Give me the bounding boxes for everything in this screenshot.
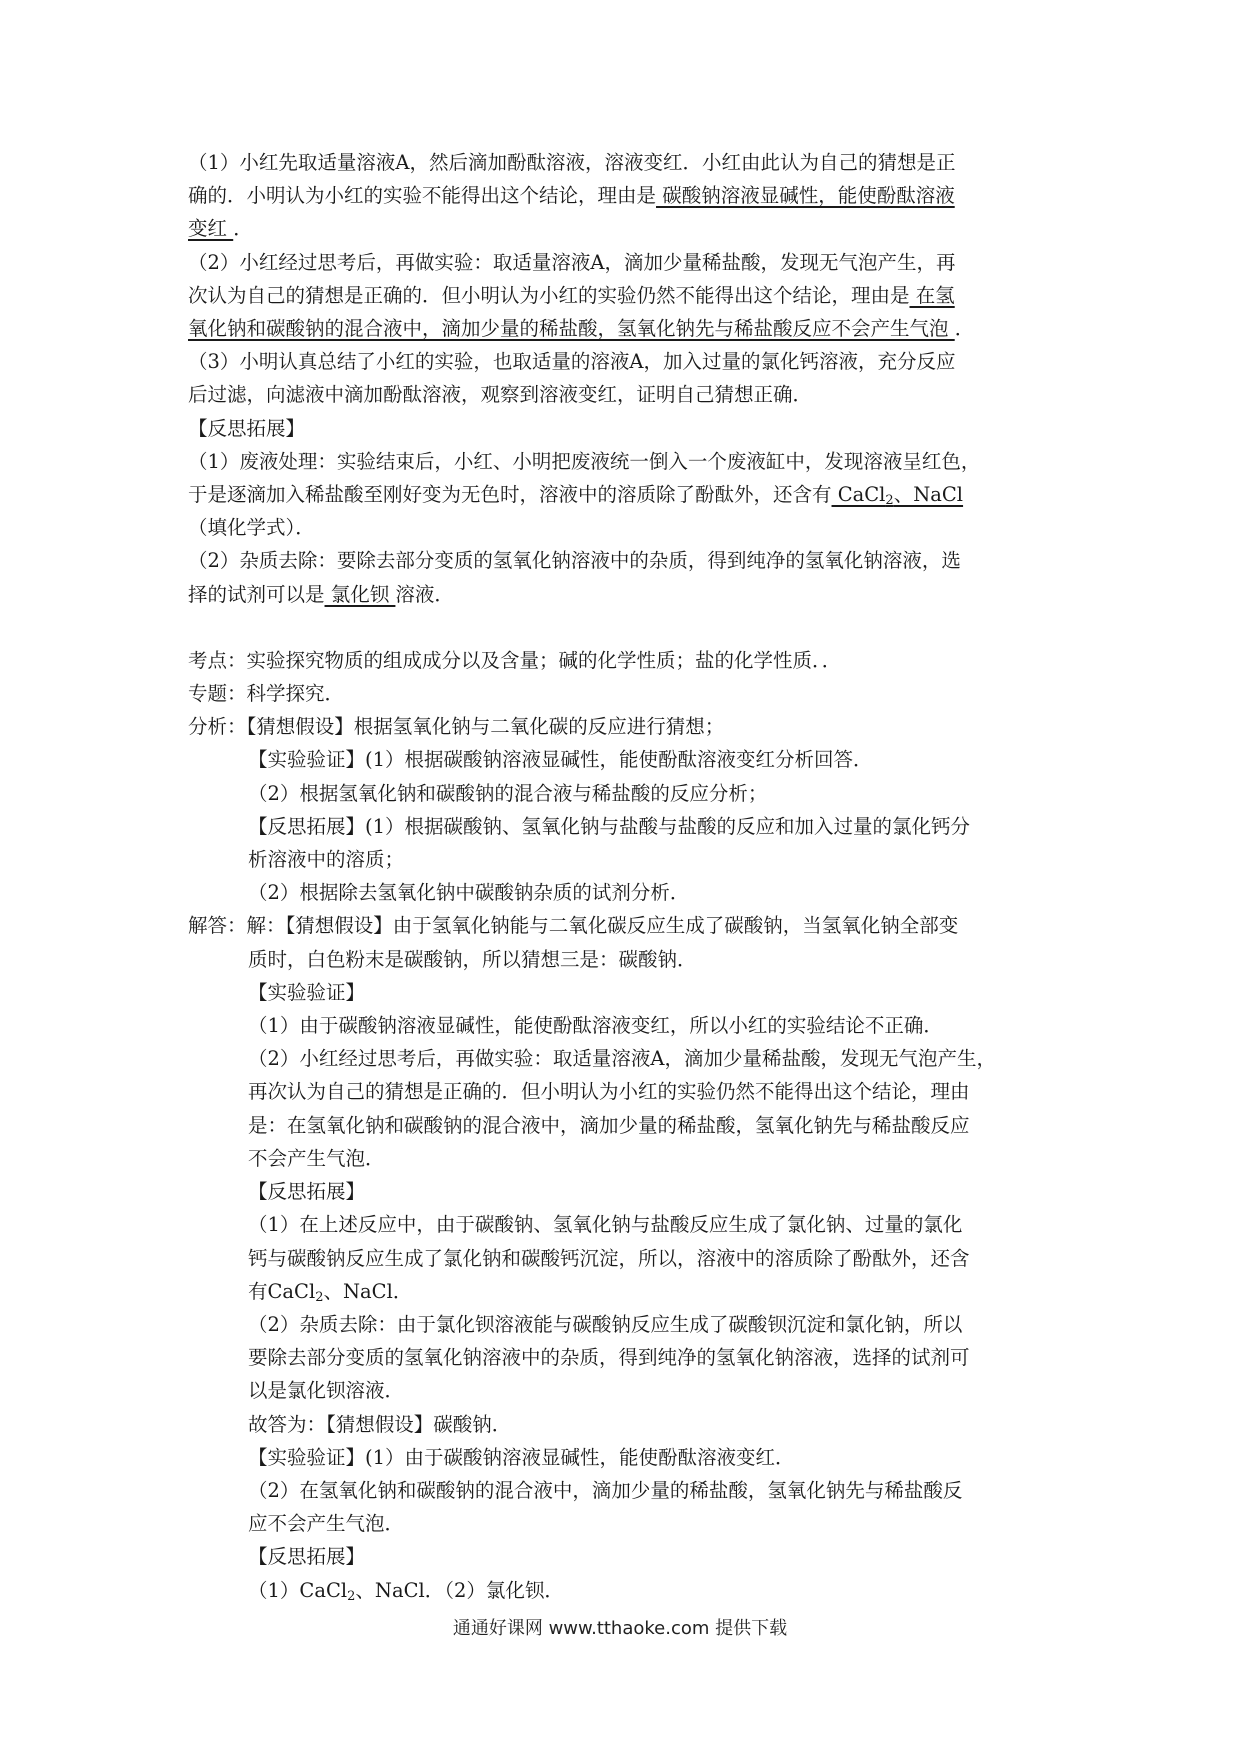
r1-answer-sub: 2 (885, 493, 894, 509)
document-body (188, 146, 1060, 1607)
jieda-line: 【反思拓展】 (248, 1180, 366, 1204)
fenxi-line: 【反思拓展】(1）根据碳酸钠、氢氧化钠与盐酸与盐酸的反应和加入过量的氯化钙分 (248, 814, 971, 838)
jieda-line: 再次认为自己的猜想是正确的．但小明认为小红的实验仍然不能得出这个结论，理由 (248, 1080, 970, 1104)
q1-end: ． (233, 217, 253, 241)
q2-line (188, 312, 1060, 345)
r1-line (188, 478, 1060, 511)
jieda-line: （2）杂质去除：由于氯化钡溶液能与碳酸钠反应生成了碳酸钡沉淀和氯化钠，所以 (248, 1312, 963, 1336)
q1-line: （1）小红先取适量溶液A，然后滴加酚酞溶液，溶液变红．小红由此认为自己的猜想是正 (188, 151, 956, 174)
q2-line: （2）小红经过思考后，再做实验：取适量溶液A，滴加少量稀盐酸，发现无气泡产生，再 (188, 250, 956, 274)
fenxi-line: （2）根据除去氢氧化钠中碳酸钠杂质的试剂分析． (248, 881, 690, 905)
r1-answer-a: CaCl (831, 483, 886, 507)
jieda-line: （1）在上述反应中，由于碳酸钠、氢氧化钠与盐酸反应生成了氯化钠、过量的氯化 (248, 1213, 963, 1237)
zhuanti-line: 专题：科学探究． (188, 682, 345, 706)
q2-line (188, 279, 1060, 312)
spacer (188, 611, 1060, 644)
r1-answer (831, 483, 964, 509)
jieda-l12-sub: 2 (315, 1289, 324, 1305)
r2-line: （2）杂质去除：要除去部分变质的氢氧化钠溶液中的杂质，得到纯净的氢氧化钠溶液，选 (188, 549, 961, 573)
jieda-line: 【实验验证】 (248, 980, 366, 1004)
jieda-line: 质时，白色粉末是碳酸钠，所以猜想三是：碳酸钠． (248, 947, 697, 971)
jieda-line: 钙与碳酸钠反应生成了氯化钠和碳酸钙沉淀，所以，溶液中的溶质除了酚酞外，还含 (248, 1246, 970, 1270)
kaodian-line: 考点：实验探究物质的组成成分以及含量；碱的化学性质；盐的化学性质．． (188, 648, 842, 672)
jieda-line: 以是氯化钡溶液． (248, 1379, 405, 1403)
q2-end: ． (954, 317, 975, 341)
jieda-l21-a: （1）CaCl (248, 1578, 348, 1602)
jieda-line: 解答：解：【猜想假设】由于氢氧化钠能与二氧化碳反应生成了碳酸钠，当氢氧化钠全部变 (188, 914, 959, 938)
jieda-line: 【反思拓展】 (248, 1545, 366, 1569)
jieda-l21-sub: 2 (347, 1588, 356, 1604)
jieda-l12-a: 有CaCl (248, 1279, 316, 1303)
q2-answer: 在氢 (909, 283, 955, 307)
jieda-line: （2）小红经过思考后，再做实验：取适量溶液A，滴加少量稀盐酸，发现无气泡产生， (248, 1047, 996, 1071)
reflect-heading: 【反思拓展】 (188, 416, 306, 440)
r2-answer: 氯化钡 (324, 582, 396, 606)
jieda-line: 是：在氢氧化钠和碳酸钠的混合液中，滴加少量的稀盐酸，氢氧化钠先与稀盐酸反应 (248, 1113, 970, 1137)
r1-line: （填化学式）． (188, 516, 315, 540)
r1-text: 于是逐滴加入稀盐酸至刚好变为无色时，溶液中的溶质除了酚酞外，还含有 (188, 483, 832, 507)
q1-text: 确的．小明认为小红的实验不能得出这个结论，理由是 (188, 184, 657, 208)
jieda-line: 不会产生气泡． (248, 1146, 385, 1170)
fenxi-line: 【实验验证】(1）根据碳酸钠溶液显碱性，能使酚酞溶液变红分析回答． (248, 748, 873, 772)
q3-line: 后过滤，向滤液中滴加酚酞溶液，观察到溶液变红，证明自己猜想正确． (188, 383, 813, 407)
jieda-line: （1）由于碳酸钠溶液显碱性，能使酚酞溶液变红，所以小红的实验结论不正确． (248, 1014, 943, 1038)
jieda-line: （2）在氢氧化钠和碳酸钠的混合液中，滴加少量的稀盐酸，氢氧化钠先与稀盐酸反 (248, 1478, 963, 1502)
jieda-line: 应不会产生气泡． (248, 1512, 405, 1536)
jieda-line: 【实验验证】(1）由于碳酸钠溶液显碱性，能使酚酞溶液变红． (248, 1445, 795, 1469)
q2-text: 次认为自己的猜想是正确的．但小明认为小红的实验仍然不能得出这个结论，理由是 (188, 283, 910, 307)
q1-answer-cont: 变红 (188, 217, 234, 241)
r2-end: 溶液． (395, 582, 454, 606)
q3-line: （3）小明认真总结了小红的实验，也取适量的溶液A，加入过量的氯化钙溶液，充分反应 (188, 350, 956, 374)
r2-line (188, 578, 1060, 611)
jieda-l12-b: 、NaCl． (323, 1279, 413, 1303)
q2-answer-cont: 氧化钠和碳酸钠的混合液中，滴加少量的稀盐酸，氢氧化钠先与稀盐酸反应不会产生气泡 (188, 317, 955, 341)
jieda-line (188, 1574, 1060, 1607)
fenxi-line: 分析：【猜想假设】根据氢氧化钠与二氧化碳的反应进行猜想； (188, 715, 725, 739)
r1-line: （1）废液处理：实验结束后，小红、小明把废液统一倒入一个废液缸中，发现溶液呈红色， (188, 449, 981, 473)
r2-text: 择的试剂可以是 (188, 582, 325, 606)
q1-line (188, 179, 1060, 212)
fenxi-line: （2）根据氢氧化钠和碳酸钠的混合液与稀盐酸的反应分析； (248, 781, 768, 805)
jieda-l21-b: 、NaCl．（2）氯化钡． (355, 1578, 564, 1602)
page-footer: 通通好课网 www.tthaoke.com 提供下载 (452, 1618, 788, 1639)
jieda-line: 故答为：【猜想假设】碳酸钠． (248, 1412, 512, 1436)
fenxi-line: 析溶液中的溶质； (248, 848, 405, 872)
q1-line (188, 212, 1060, 245)
r1-answer-b: 、NaCl (893, 483, 964, 507)
q1-answer: 碳酸钠溶液显碱性，能使酚酞溶液 (656, 184, 955, 208)
jieda-line: 要除去部分变质的氢氧化钠溶液中的杂质，得到纯净的氢氧化钠溶液，选择的试剂可 (248, 1346, 970, 1370)
jieda-line (188, 1275, 1060, 1308)
